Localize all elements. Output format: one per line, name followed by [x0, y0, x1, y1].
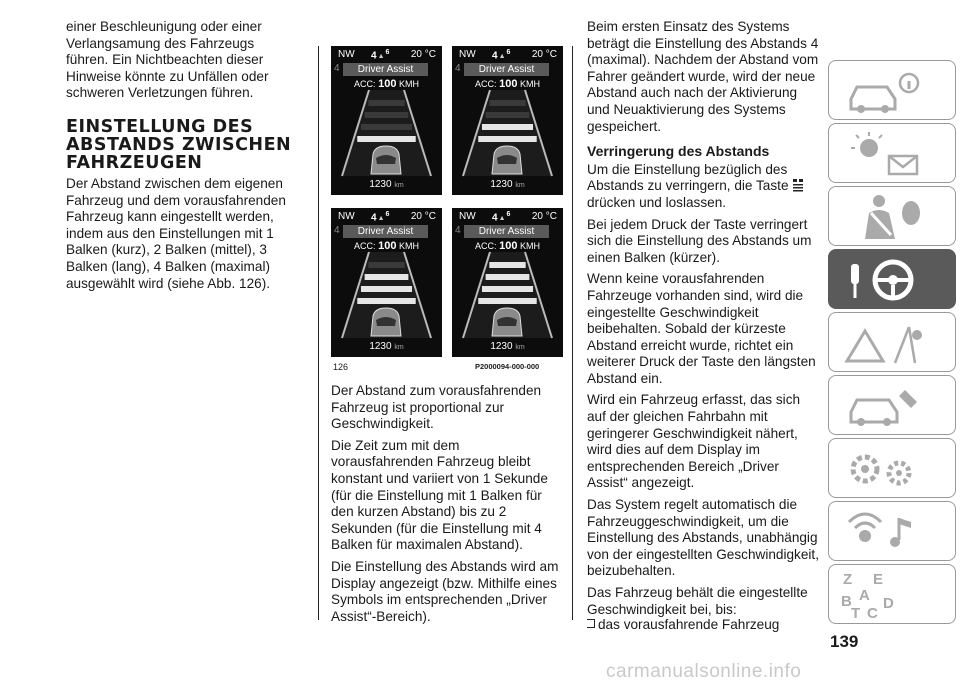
distance-bar: [361, 124, 412, 130]
watermark: carmanualsonline.info: [606, 661, 802, 682]
warning-road-icon: [829, 313, 955, 371]
chapter-tab[interactable]: [828, 501, 956, 561]
car-info-icon: [829, 61, 955, 119]
acc-speed: ACC: 100 KMH: [354, 78, 419, 90]
driver-assist-mode-number: 4: [455, 225, 461, 236]
figure-code: P2000094-000-000: [475, 362, 540, 371]
display-paragraph: Die Einstellung des Abstands wird am Display angezeigt (bzw. Mithilfe eines Symbols im entsprechenden „Driver Assist“-Bereich).: [331, 558, 559, 624]
reduce-instruction-paragraph: [587, 162, 819, 212]
road-icon: ▲: [377, 53, 385, 61]
bullet-text: das vorausfahrende Fahrzeug: [598, 617, 780, 633]
distance-button-icon: [792, 178, 804, 192]
middle-column: [331, 383, 563, 630]
index-letter: B: [841, 593, 852, 610]
cluster-display-panel: [331, 46, 442, 195]
lights-mail-icon: [829, 124, 955, 182]
distance-bar: [482, 124, 533, 130]
gear-indicator: 4▲$^6$: [492, 49, 511, 62]
status-bar: [331, 208, 442, 223]
odometer: 1230 km: [490, 179, 525, 190]
figure-126: [331, 46, 563, 372]
driver-assist-mode-number: 4: [334, 63, 340, 74]
distance-bar: [368, 100, 404, 106]
gear-indicator: 4▲$^6$: [492, 211, 511, 224]
bullet-item: [587, 617, 819, 634]
intro-paragraph: einer Beschleunigung oder einer Verlangsamung des Fahrzeugs führen. Ein Nichtbeachten dieser Hinweise könnte zu Unfällen oder schweren Verletzungen führen.: [66, 19, 269, 101]
temperature: 20 °C: [531, 211, 557, 222]
road-distance-graphic: [452, 88, 563, 178]
temperature: 20 °C: [531, 49, 557, 60]
status-bar: [331, 46, 442, 61]
index-letter: C: [867, 605, 878, 622]
subheading-reduce-distance: Verringerung des Abstands: [587, 143, 770, 160]
chapter-tab[interactable]: [828, 438, 956, 498]
distance-bar: [489, 262, 525, 268]
compass-label: NW: [459, 211, 476, 222]
odometer: 1230 km: [369, 179, 404, 190]
bullet-icon: [587, 619, 595, 628]
no-vehicles-paragraph: Wenn keine vorausfahrenden Fahrzeuge vorhanden sind, wird die eingestellte Geschwindigkeit beibehalten. Sobald der kürzeste Abstand erreicht wurde, richtet ein weiterer Druck der Taste den längsten Abstand ein.: [587, 271, 816, 386]
index-letter: E: [873, 571, 884, 588]
chapter-tab[interactable]: [828, 186, 956, 246]
road-icon: ▲: [377, 215, 385, 223]
reduce-instruction-text: Um die Einstellung bezüglich des Abstands zu verringern, die Taste: [587, 161, 789, 194]
right-column: [587, 19, 819, 634]
press-reduces-paragraph: Bei jedem Druck der Taste verringert sich die Einstellung des Abstands um einen Balken (kürzer).: [587, 216, 812, 265]
temperature: 20 °C: [410, 49, 436, 60]
distance-bar: [357, 298, 415, 304]
status-bar: [452, 46, 563, 61]
cluster-display-panel: [331, 208, 442, 357]
chapter-tab[interactable]: [828, 312, 956, 372]
distance-bar: [478, 298, 536, 304]
column-divider-right: [572, 46, 573, 620]
index-letter: D: [883, 595, 894, 612]
odometer: 1230 km: [369, 341, 404, 352]
gear-indicator: 4▲$^6$: [371, 211, 390, 224]
reduce-instruction-text-end: drücken und loslassen.: [587, 194, 727, 210]
distance-bar: [368, 262, 404, 268]
chapter-tab[interactable]: [828, 249, 956, 309]
driver-assist-label: Driver Assist: [343, 63, 428, 76]
first-use-paragraph: Beim ersten Einsatz des Systems beträgt die Einstellung des Abstands 4 (maximal). Nachdem der Abstand vom Fahrer geändert wurde, wird der neue Abstand auch nach der Aktivierung und Neuaktivierung des Systems gespeichert.: [587, 19, 819, 134]
proportional-paragraph: Der Abstand zum vorausfahrenden Fahrzeug ist proportional zur Geschwindigkeit.: [331, 383, 542, 432]
figure-number: 126: [333, 362, 349, 372]
road-distance-graphic: [452, 250, 563, 340]
distance-bar: [482, 286, 533, 292]
section-heading: EINSTELLUNG DES ABSTANDS ZWISCHEN FAHRZEUGEN: [66, 116, 292, 173]
gears-icon: [829, 439, 955, 497]
acc-speed: ACC: 100 KMH: [475, 240, 540, 252]
seatbelt-airbag-icon: [829, 187, 955, 245]
driver-assist-mode-number: 4: [455, 63, 461, 74]
chapter-tab[interactable]: [828, 564, 956, 624]
driver-assist-mode-number: 4: [334, 225, 340, 236]
distance-setting-paragraph: Der Abstand zwischen dem eigenen Fahrzeug und dem vorausfahrenden Fahrzeug kann eingestellt werden, indem aus den Einstellungen mit 1 Balken (kurz), 2 Balken (mittel), 3 Balken (lang), 4 Balken (maximal) ausgewählt wird (siehe Abb. 126).: [66, 175, 286, 291]
gear-indicator: 4▲$^6$: [371, 49, 390, 62]
chapter-tab[interactable]: [828, 375, 956, 435]
status-bar: [452, 208, 563, 223]
distance-bar: [486, 274, 530, 280]
distance-bar: [357, 136, 415, 142]
driver-assist-label: Driver Assist: [464, 225, 549, 238]
cluster-display-panel: [452, 46, 563, 195]
road-icon: ▲: [498, 53, 506, 61]
compass-label: NW: [338, 49, 355, 60]
left-column: [66, 19, 298, 297]
distance-bar: [365, 112, 409, 118]
index-letter: Z: [843, 571, 853, 588]
car-service-icon: [829, 376, 955, 434]
acc-speed: ACC: 100 KMH: [475, 78, 540, 90]
index-letter: T: [851, 605, 861, 622]
driver-assist-label: Driver Assist: [464, 63, 549, 76]
time-gap-paragraph: Die Zeit zum mit dem vorausfahrenden Fahrzeug bleibt konstant und variiert von 1 Sekunde (für die Einstellung mit 1 Balken für den kurzen Abstand) bis zu 2 Sekunden (für die Einstellung mit 4 Balken für maximalen Abstand).: [331, 437, 548, 553]
distance-bar: [365, 274, 409, 280]
vehicle-detected-paragraph: Wird ein Fahrzeug erfasst, das sich auf der gleichen Fahrbahn mit geringerer Geschwindigkeit nähert, wird dies auf dem Display im entsprechenden Bereich „Driver Assist“ angezeigt.: [587, 392, 801, 491]
distance-bar: [361, 286, 412, 292]
distance-bar: [486, 112, 530, 118]
column-divider-left: [318, 46, 319, 620]
road-distance-graphic: [331, 88, 442, 178]
index-letter: A: [859, 587, 870, 604]
chapter-tab[interactable]: [828, 123, 956, 183]
road-distance-graphic: [331, 250, 442, 340]
driver-assist-label: Driver Assist: [343, 225, 428, 238]
page-number: 139: [830, 632, 859, 651]
compass-label: NW: [459, 49, 476, 60]
maintains-speed-paragraph: Das Fahrzeug behält die eingestellte Geschwindigkeit bei, bis:: [587, 585, 808, 617]
cluster-display-panel: [452, 208, 563, 357]
steering-key-icon: [829, 250, 955, 308]
chapter-tab[interactable]: [828, 60, 956, 120]
odometer: 1230 km: [490, 341, 525, 352]
distance-bar: [478, 136, 536, 142]
compass-label: NW: [338, 211, 355, 222]
road-icon: ▲: [498, 215, 506, 223]
auto-regulate-paragraph: Das System regelt automatisch die Fahrzeuggeschwindigkeit, um die Einstellung des Abstands, unabhängig von der eingestellten Geschwindigkeit, beizubehalten.: [587, 497, 819, 579]
distance-bar: [489, 100, 525, 106]
acc-speed: ACC: 100 KMH: [354, 240, 419, 252]
temperature: 20 °C: [410, 211, 436, 222]
multimedia-icon: [829, 502, 955, 560]
